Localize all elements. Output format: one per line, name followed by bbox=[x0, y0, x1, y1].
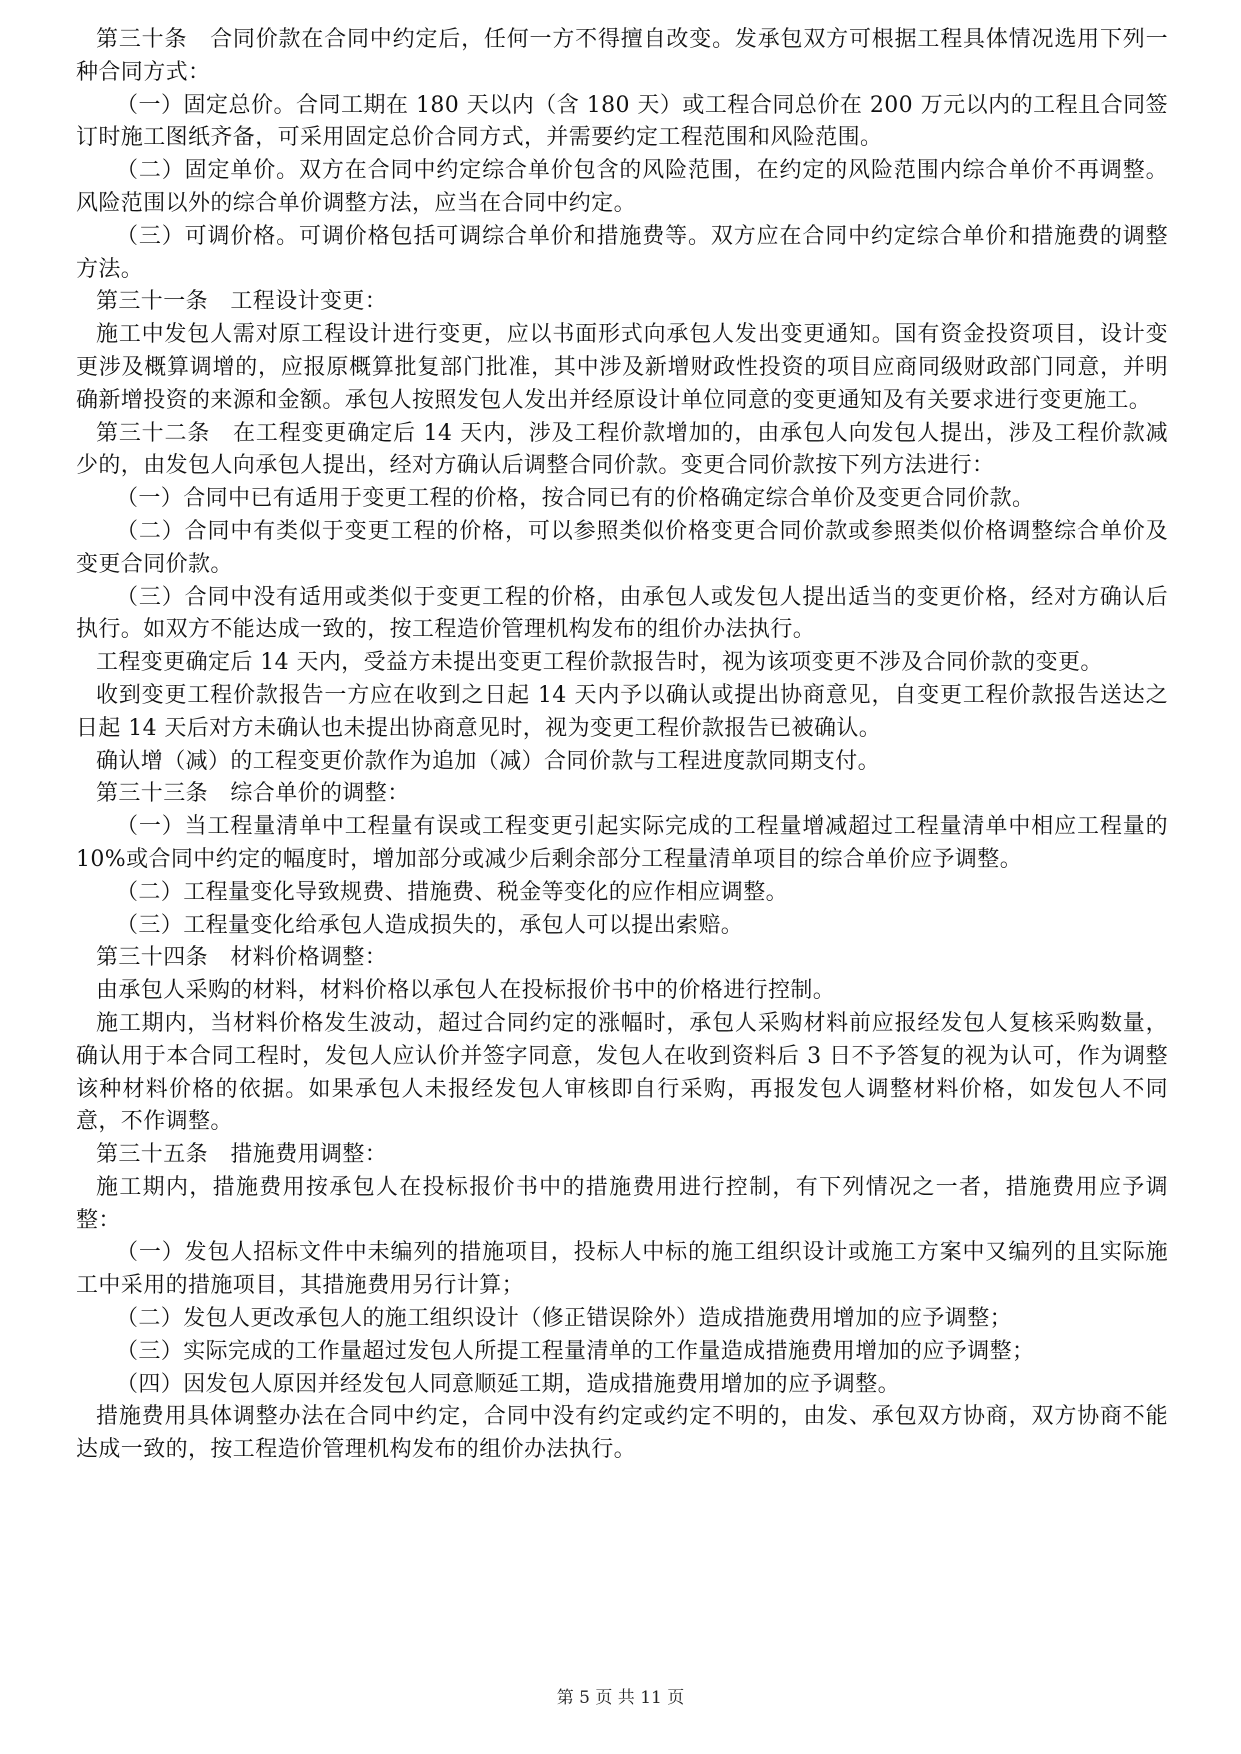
page-footer: 第 5 页 共 11 页 bbox=[556, 1688, 685, 1708]
paragraph: （二）固定单价。双方在合同中约定综合单价包含的风险范围，在约定的风险范围内综合单价不再调整。风险范围以外的综合单价调整方法，应当在合同中约定。 bbox=[76, 158, 1168, 216]
paragraph: （三）可调价格。可调价格包括可调综合单价和措施费等。双方应在合同中约定综合单价和措施费的调整方法。 bbox=[76, 223, 1168, 282]
paragraph: 第三十条 合同价款在合同中约定后，任何一方不得擅自改变。发承包双方可根据工程具体情况选用下列一种合同方式： bbox=[76, 27, 1168, 85]
paragraph: 第三十二条 在工程变更确定后 14 天内，涉及工程价款增加的，由承包人向发包人提出，涉及工程价款减少的，由发包人向承包人提出，经对方确认后调整合同价款。变更合同价款按下列方法进行： bbox=[76, 420, 1168, 479]
paragraph: 第三十五条 措施费用调整： bbox=[96, 1142, 388, 1168]
paragraph: 第三十一条 工程设计变更： bbox=[96, 289, 388, 315]
paragraph: 施工中发包人需对原工程设计进行变更，应以书面形式向承包人发出变更通知。国有资金投资项目，设计变更涉及概算调增的，应报原概算批复部门批准，其中涉及新增财政性投资的项目应商同级财政部门同意，并明确新增投资的来源和金额。承包人按照发包人发出并经原设计单位同意的变更通知及有关要求进行变更施工。 bbox=[76, 322, 1168, 413]
paragraph: （二）工程量变化导致规费、措施费、税金等变化的应作相应调整。 bbox=[116, 879, 789, 905]
paragraph: （二）合同中有类似于变更工程的价格，可以参照类似价格变更合同价款或参照类似价格调整综合单价及变更合同价款。 bbox=[76, 518, 1168, 577]
paragraph: （二）发包人更改承包人的施工组织设计（修正错误除外）造成措施费用增加的应予调整； bbox=[116, 1306, 1013, 1332]
paragraph: （四）因发包人原因并经发包人同意顺延工期，造成措施费用增加的应予调整。 bbox=[116, 1371, 901, 1397]
paragraph: 工程变更确定后 14 天内，受益方未提出变更工程价款报告时，视为该项变更不涉及合同价款的变更。 bbox=[96, 650, 1103, 676]
paragraph: 第三十三条 综合单价的调整： bbox=[96, 781, 410, 807]
paragraph: （三）合同中没有适用或类似于变更工程的价格，由承包人或发包人提出适当的变更价格，经对方确认后执行。如双方不能达成一致的，按工程造价管理机构发布的组价办法执行。 bbox=[76, 584, 1168, 643]
paragraph: （三）工程量变化给承包人造成损失的，承包人可以提出索赔。 bbox=[116, 912, 744, 938]
paragraph: 由承包人采购的材料，材料价格以承包人在投标报价书中的价格进行控制。 bbox=[96, 978, 836, 1004]
paragraph: 措施费用具体调整办法在合同中约定，合同中没有约定或约定不明的，由发、承包双方协商，双方协商不能达成一致的，按工程造价管理机构发布的组价办法执行。 bbox=[76, 1404, 1168, 1463]
paragraph: （一）固定总价。合同工期在 180 天以内（含 180 天）或工程合同总价在 200 万元以内的工程且合同签订时施工图纸齐备，可采用固定总价合同方式，并需要约定工程范围和风险范围。 bbox=[76, 92, 1168, 151]
paragraph: 收到变更工程价款报告一方应在收到之日起 14 天内予以确认或提出协商意见，自变更工程价款报告送达之日起 14 天后对方未确认也未提出协商意见时，视为变更工程价款报告已被确认。 bbox=[76, 682, 1168, 741]
document-body bbox=[76, 24, 1168, 1467]
paragraph: 施工期内，当材料价格发生波动，超过合同约定的涨幅时，承包人采购材料前应报经发包人复核采购数量，确认用于本合同工程时，发包人应认价并签字同意，发包人在收到资料后 3 日不予答复的视为认可，作为调整该种材料价格的依据。如果承包人未报经发包人审核即自行采购，再报发包人调整材料价格，如发包人不同意，不作调整。 bbox=[76, 1010, 1168, 1135]
paragraph: 确认增（减）的工程变更价款作为追加（减）合同价款与工程进度款同期支付。 bbox=[96, 748, 881, 774]
paragraph: （三）实际完成的工作量超过发包人所提工程量清单的工作量造成措施费用增加的应予调整； bbox=[116, 1338, 1035, 1364]
paragraph: 第三十四条 材料价格调整： bbox=[96, 945, 388, 971]
paragraph: （一）合同中已有适用于变更工程的价格，按合同已有的价格确定综合单价及变更合同价款。 bbox=[116, 486, 1035, 512]
paragraph: （一）发包人招标文件中未编列的措施项目，投标人中标的施工组织设计或施工方案中又编列的且实际施工中采用的措施项目，其措施费用另行计算； bbox=[76, 1240, 1168, 1299]
paragraph: 施工期内，措施费用按承包人在投标报价书中的措施费用进行控制，有下列情况之一者，措施费用应予调整： bbox=[76, 1174, 1168, 1233]
paragraph: （一）当工程量清单中工程量有误或工程变更引起实际完成的工程量增减超过工程量清单中相应工程量的 10%或合同中约定的幅度时，增加部分或减少后剩余部分工程量清单项目的综合单价应予调整。 bbox=[76, 814, 1168, 872]
